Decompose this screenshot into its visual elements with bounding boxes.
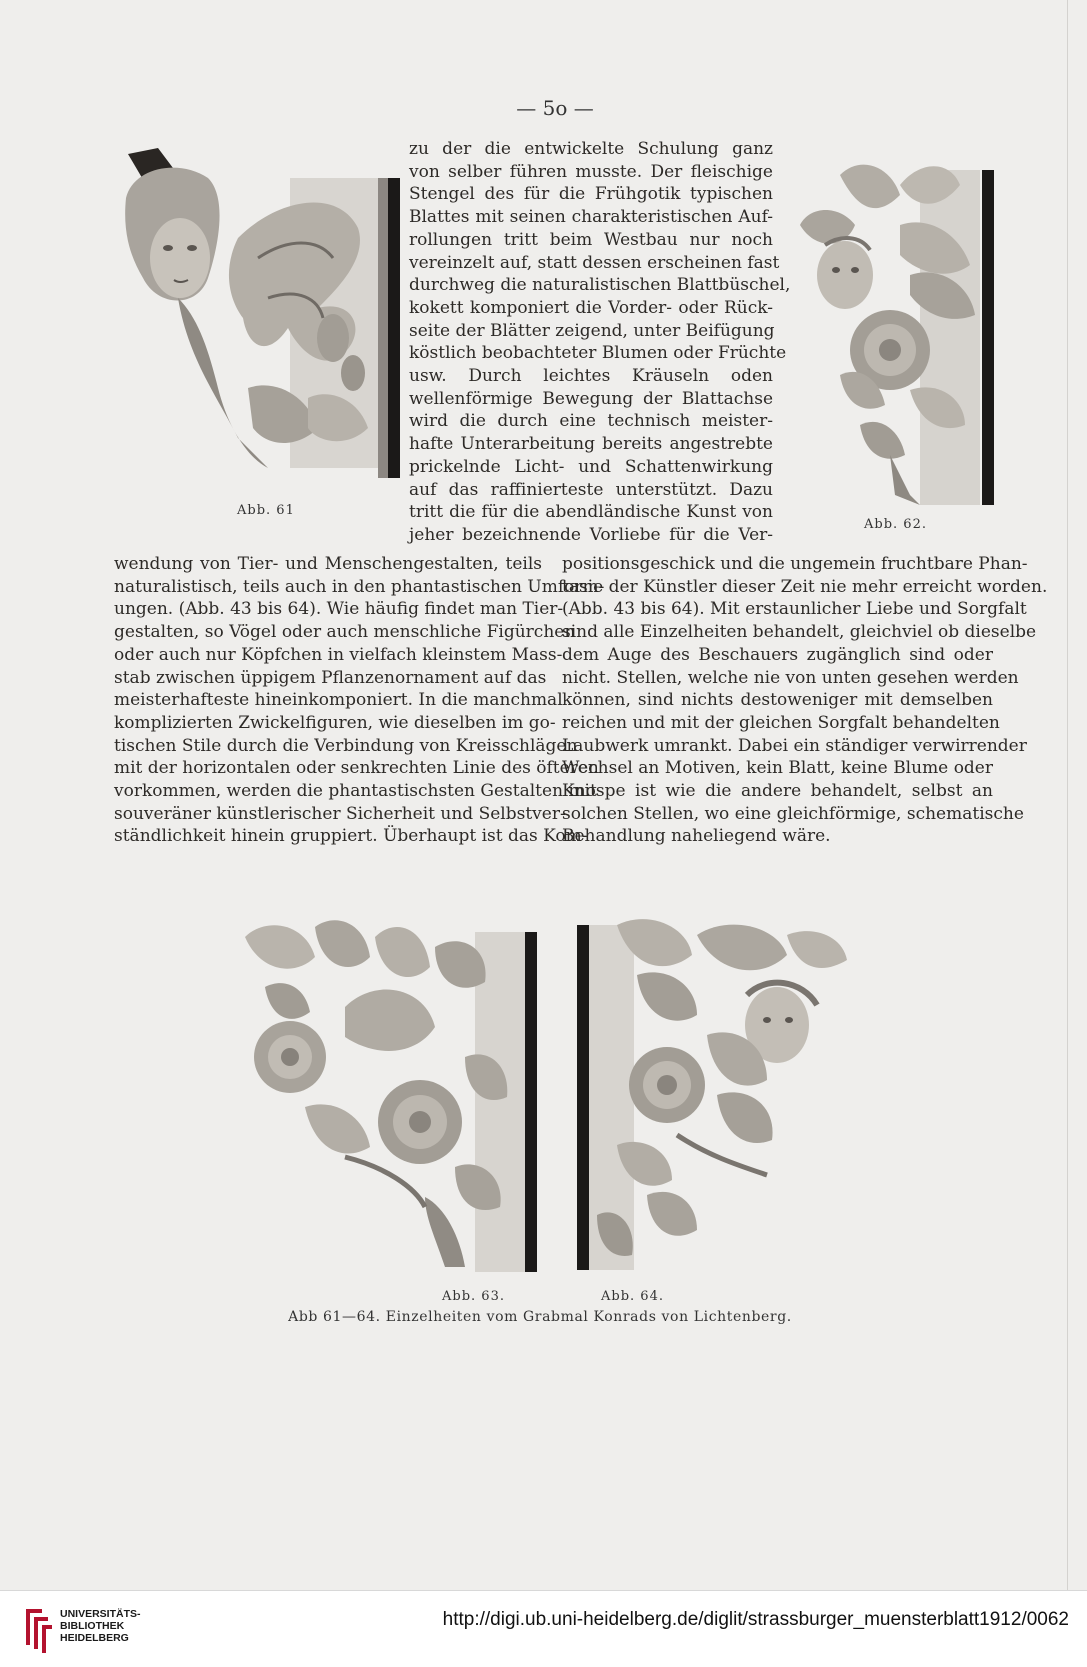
source-url-link[interactable]: http://digi.ub.uni-heidelberg.de/diglit/strassburger_muensterblatt1912/0062 (442, 1609, 1069, 1630)
text-line: prickelnde Licht- und Schattenwirkung (409, 456, 773, 477)
text-line: vereinzelt auf, statt dessen erscheinen fast (409, 252, 780, 273)
page-edge-rule (1067, 0, 1068, 1590)
text-line: auf das raffinierteste unterstützt. Dazu (409, 479, 773, 500)
figure-group-caption: Abb 61—64. Einzelheiten vom Grabmal Konrads von Lichtenberg. (288, 1309, 792, 1325)
text-line: meisterhafteste hineinkomponiert. In die manchmal (114, 690, 563, 711)
text-line: mit der horizontalen oder senkrechten Linie des öfteren (114, 758, 599, 779)
library-name-line: BIBLIOTHEK (60, 1620, 125, 1632)
figure-63-image (245, 917, 545, 1272)
text-line: Laubwerk umrankt. Dabei ein ständiger verwirrender (562, 735, 1027, 756)
figure-61-image (118, 148, 408, 498)
library-name (60, 1608, 141, 1644)
right-text-column (562, 553, 1048, 848)
text-line: solchen Stellen, wo eine gleichförmige, schematische (562, 803, 1024, 824)
library-name-line: HEIDELBERG (60, 1632, 129, 1644)
text-line: ständlichkeit hinein gruppiert. Überhaupt ist das Kom- (114, 826, 588, 847)
text-line: wendung von Tier- und Menschengestalten, teils (114, 554, 542, 574)
text-line: reichen und mit der gleichen Sorgfalt behandelten (562, 712, 1000, 733)
figure-62-image (800, 155, 1000, 510)
text-line: tritt die für die abendländische Kunst von (409, 502, 773, 523)
figure-61-caption: Abb. 61 (237, 503, 295, 518)
text-line: gestalten, so Vögel oder auch menschliche Figürchen (114, 622, 576, 643)
text-line: usw. Durch leichtes Kräuseln oden (409, 366, 773, 387)
figure-64-image (577, 915, 857, 1270)
text-line: vorkommen, werden die phantastischsten Gestalten mit (114, 781, 597, 802)
text-line: ungen. (Abb. 43 bis 64). Wie häufig findet man Tier- (114, 599, 564, 620)
text-line: oder auch nur Köpfchen in vielfach kleinstem Mass- (114, 644, 563, 665)
text-line: Knospe ist wie die andere behandelt, selbst an (562, 781, 993, 802)
text-line: naturalistisch, teils auch in den phantastischen Umform- (114, 576, 605, 597)
text-line: rollungen tritt beim Westbau nur noch (409, 229, 773, 250)
text-line: von selber führen musste. Der fleischige (409, 161, 773, 182)
text-line: köstlich beobachteter Blumen oder Früchte (409, 343, 787, 364)
top-text-column (409, 138, 791, 547)
text-line: Wechsel an Motiven, kein Blatt, keine Blume oder (562, 758, 993, 779)
text-line: zu der die entwickelte Schulung ganz (409, 139, 773, 159)
text-line: Stengel des für die Frühgotik typischen (409, 184, 773, 205)
text-line: souveräner künstlerischer Sicherheit und Selbstver- (114, 803, 566, 824)
text-line: können, sind nichts destoweniger mit demselben (562, 690, 993, 711)
text-line: komplizierten Zwickelfiguren, wie dieselben im go- (114, 712, 556, 733)
page-number: — 5o — (516, 96, 594, 120)
library-name-line: UNIVERSITÄTS- (60, 1608, 141, 1620)
text-line: seite der Blätter zeigend, unter Beifügung (409, 320, 775, 341)
text-line: wird die durch eine technisch meister- (409, 411, 773, 432)
text-line: jeher bezeichnende Vorliebe für die Ver- (409, 524, 773, 545)
text-line: hafte Unterarbeitung bereits angestrebte (409, 434, 773, 455)
text-line: durchweg die naturalistischen Blattbüschel, (409, 275, 791, 296)
left-text-column (114, 553, 605, 848)
text-line: wellenförmige Bewegung der Blattachse (409, 388, 773, 409)
text-line: Blattes mit seinen charakteristischen Auf- (409, 207, 773, 228)
text-line: kokett komponiert die Vorder- oder Rück- (409, 297, 773, 318)
text-line: sind alle Einzelheiten behandelt, gleichviel ob dieselbe (562, 622, 1037, 643)
text-line: nicht. Stellen, welche nie von unten gesehen werden (562, 667, 1019, 688)
footer-bar (0, 1590, 1087, 1667)
text-line: tischen Stile durch die Verbindung von Kreisschlägen (114, 735, 578, 756)
text-line: tasie der Künstler dieser Zeit nie mehr erreicht worden. (562, 576, 1048, 597)
text-line: positionsgeschick und die ungemein fruchtbare Phan- (562, 554, 1028, 574)
text-line: dem Auge des Beschauers zugänglich sind oder (562, 644, 993, 665)
text-line: (Abb. 43 bis 64). Mit erstaunlicher Liebe und Sorgfalt (562, 599, 1027, 620)
figure-64-caption: Abb. 64. (601, 1289, 664, 1304)
figure-62-caption: Abb. 62. (864, 517, 927, 532)
figure-63-caption: Abb. 63. (442, 1289, 505, 1304)
text-line: stab zwischen üppigem Pflanzenornament auf das (114, 667, 547, 688)
library-logo-icon (22, 1605, 52, 1653)
text-line: Behandlung naheliegend wäre. (562, 826, 831, 847)
